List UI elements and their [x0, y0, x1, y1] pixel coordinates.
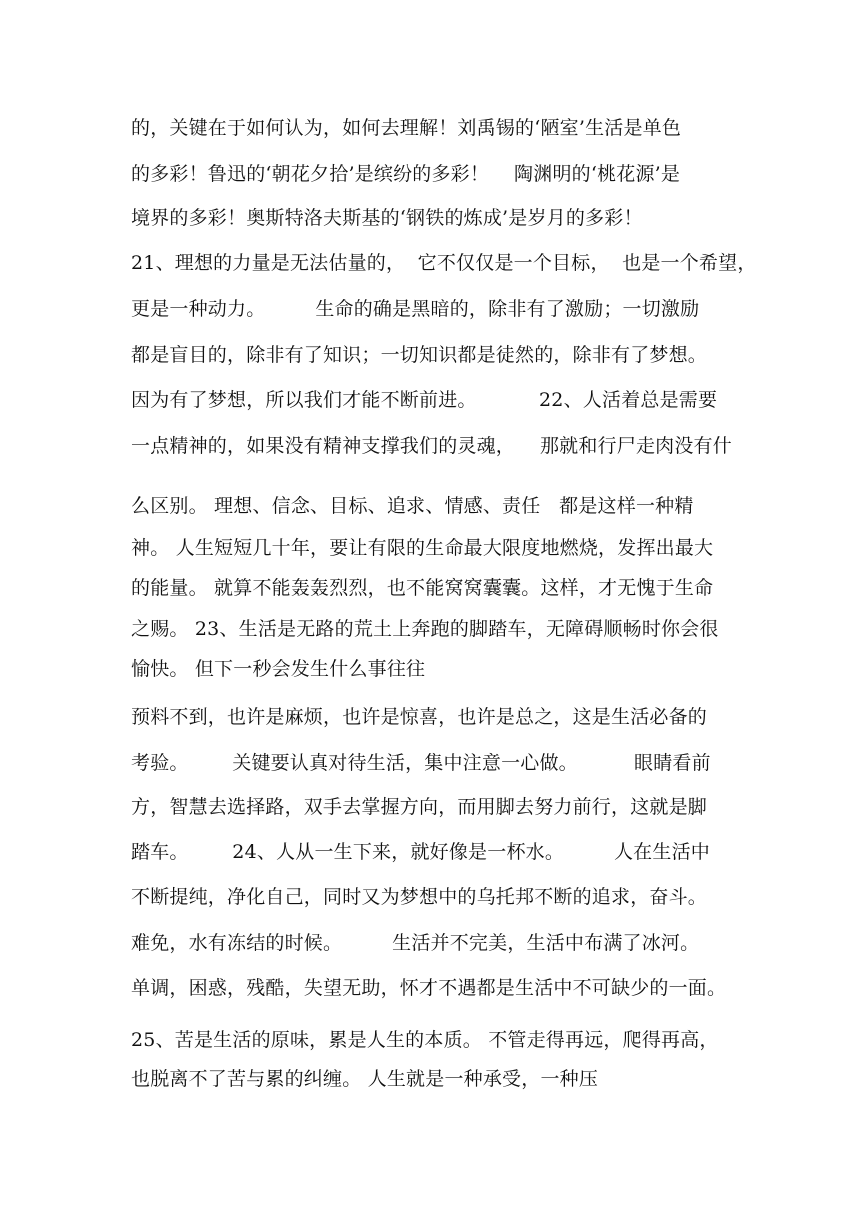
text-line-9: 么区别。 理想、信念、目标、追求、情感、责任 都是这样一种精 [131, 495, 694, 517]
text-line-1: 的，关键在于如何认为，如何去理解！刘禹锡的‘陋室’生活是单色 [131, 117, 682, 139]
text-line-3: 境界的多彩！奥斯特洛夫斯基的‘钢铁的炼成’是岁月的多彩！ [131, 207, 643, 229]
text-line-11: 的能量。 就算不能轰轰烈烈，也不能窝窝囊囊。这样，才无愧于生命 [131, 577, 714, 599]
text-line-4: 21、理想的力量是无法估量的， 它不仅仅是一个目标， 也是一个希望， [131, 252, 757, 274]
text-line-22: 也脱离不了苦与累的纠缠。 人生就是一种承受，一种压 [131, 1068, 599, 1090]
text-line-16: 方，智慧去选择路，双手去掌握方向，而用脚去努力前行，这就是脚 [131, 796, 708, 818]
text-line-13: 愉快。 但下一秒会发生什么事往往 [131, 658, 426, 680]
text-line-19: 难免，水有冻结的时候。 生活并不完美，生活中布满了冰河。 [131, 932, 700, 954]
text-line-20: 单调，困惑，残酷，失望无助，怀才不遇都是生活中不可缺少的一面。 [131, 977, 727, 999]
text-line-5: 更是一种动力。 生命的确是黑暗的，除非有了激励；一切激励 [131, 298, 700, 320]
text-line-21: 25、苦是生活的原味，累是人生的本质。 不管走得再远，爬得再高， [131, 1029, 719, 1051]
text-line-8: 一点精神的，如果没有精神支撑我们的灵魂， 那就和行尸走肉没有什 [131, 435, 732, 457]
text-line-10: 神。 人生短短几十年，要让有限的生命最大限度地燃烧，发挥出最大 [131, 537, 714, 559]
text-line-6: 都是盲目的，除非有了知识；一切知识都是徒然的，除非有了梦想。 [131, 344, 708, 366]
text-line-12: 之赐。 23、生活是无路的荒土上奔跑的脚踏车，无障碍顺畅时你会很 [131, 618, 719, 640]
text-line-7: 因为有了梦想，所以我们才能不断前进。 22、人活着总是需要 [131, 389, 718, 411]
text-line-14: 预料不到，也许是麻烦，也许是惊喜，也许是总之，这是生活必备的 [131, 706, 708, 728]
text-line-17: 踏车。 24、人从一生下来，就好像是一杯水。 人在生活中 [131, 841, 710, 863]
text-line-18: 不断提纯，净化自己，同时又为梦想中的乌托邦不断的追求，奋斗。 [131, 886, 708, 908]
text-line-15: 考验。 关键要认真对待生活，集中注意一心做。 眼睛看前 [131, 752, 711, 774]
text-line-2: 的多彩！鲁迅的‘朝花夕拾’是缤纷的多彩！ 陶渊明的‘桃花源’是 [131, 163, 681, 185]
